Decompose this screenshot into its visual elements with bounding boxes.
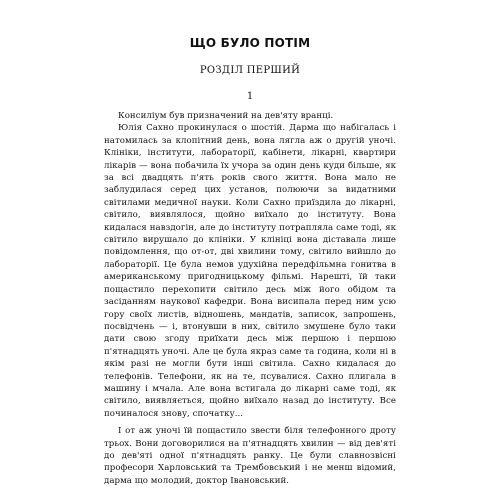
paragraph: Консиліум був призначений на дев'яту вранці.	[118, 111, 334, 121]
chapter-heading: РОЗДІЛ ПЕРШИЙ	[199, 65, 301, 76]
paragraph: Юлія Сахно прокинулася о шостій. Дарма що набігалась і натомилась за клопітний день, вона лягла аж о другій уночі. Клініки, інститути, лабораторії, кабінети, лікарні, квартири лікарів — вона побачила їх учора за один день куди більше, як за всі двадцять п'ять років свого життя. Вона мало не заблудилася серед цих установ, полюючи за видатними світилами медичної науки. Коли Сахно приїздила до лікарні, світило, виявлялося, щойно виїхало до інституту. Вона кидалася навздогін, але до інституту потрапляла саме тоді, як світило вирушало до клініки. У клініці вона діставала лише повідомлення, що от-от, дві хвилини тому, світило вийшло до лабораторії. Це була немов удухійна передфільмна гонитва в американському пригодницькому фільмі. Нарешті, їй таки пощастило перехопити світило десь між його обідом та засіданням наукової кафедри. Вона висипала перед ним усю гору своїх листів, відношень, мандатів, записок, запрошень, посвідчень — і, втонувши в них, світило змушене було таки дати свою згоду приїхати десь між першою і першою п'ятнадцять уночі. Але це була якраз саме та година, коли ні в якім разі не могли бути інші світила. Сахно кидалася до телефонів. Телефони, як на те, псувалися. Сахно плигала в машину і мчала. Але вона встигала до лікарні саме тоді, як світило, виявляється, щойно виїхало назад до інституту. Все починалося знову, спочатку...	[104, 123, 396, 419]
document-page	[104, 36, 396, 487]
paragraph: І от аж уночі їй пощастило звести біля телефонного дроту трьох. Вони договорилися на п'ятнадцять хвилин — від дев'яті до дев'яті одної п'ятнадцять ранку. Це були славнозвісні професори Харловський та Трембовський і не менш відомий, дарма що молодий, доктор Івановський.	[104, 426, 396, 486]
chapter-number: 1	[246, 91, 254, 102]
book-title: ЩО БУЛО ПОТІМ	[189, 36, 311, 50]
body-text	[104, 110, 396, 487]
